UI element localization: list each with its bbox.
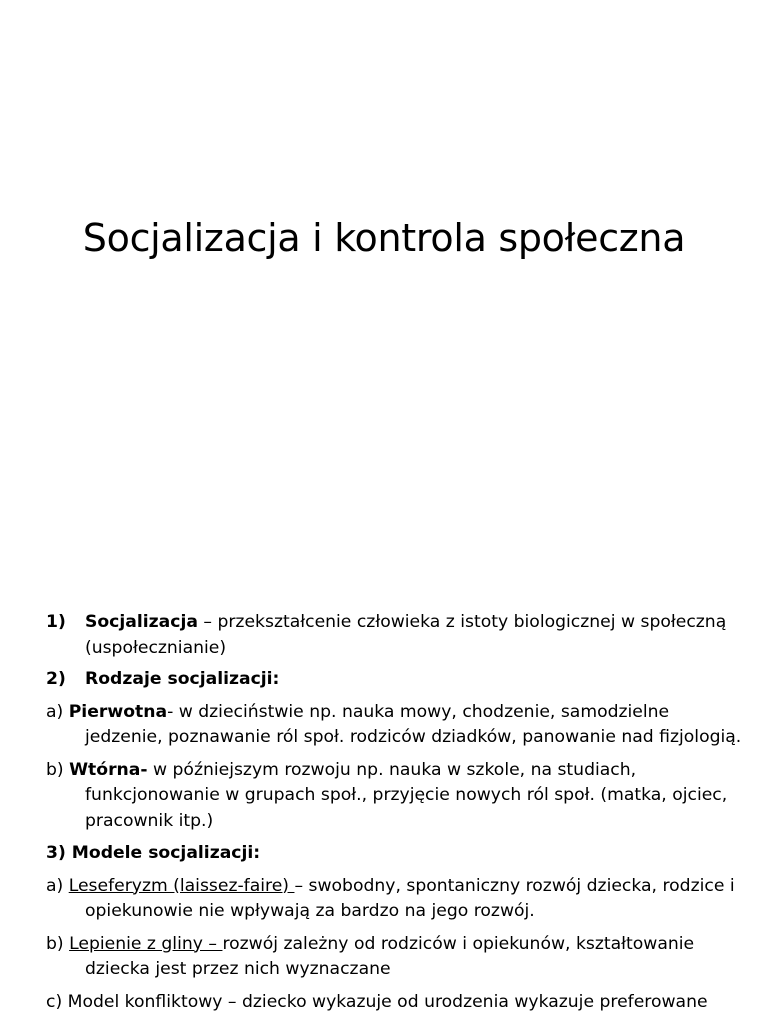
list-item-wtorna [46,758,746,835]
item-text: c) Model konfliktowy – dziecko wykazuje od urodzenia wykazuje preferowane [46,991,708,1012]
item-prefix: b) [46,933,70,954]
item-text: – swobodny, spontaniczny rozwój dziecka, rodzice i opiekunowie nie wpływają za bardzo na jego rozwój. [85,875,735,921]
list-number: 1) [46,612,66,632]
item-prefix: a) [46,875,69,896]
term-socjalizacja: Socjalizacja [85,612,198,632]
heading-text: Rodzaje socjalizacji: [85,669,280,689]
item-prefix: a) [46,701,69,722]
item-prefix: b) [46,759,70,780]
term-lepienie: Lepienie z gliny – [69,933,223,954]
section-heading-modele [46,841,746,867]
term-pierwotna: Pierwotna [68,701,168,722]
definition-socjalizacja [46,610,746,661]
list-item-pierwotna [46,700,746,751]
list-number: 2) [46,669,66,689]
definition-text: – przekształcenie człowieka z istoty biologicznej w społeczną (uspołecznianie) [85,612,727,658]
item-text: - w dzieciństwie np. nauka mowy, chodzenie, samodzielne jedzenie, poznawanie ról społ. rodziców dziadków, panowanie nad fizjologią. [85,701,742,747]
item-text: rozwój zależny od rodziców i opiekunów, kształtowanie dziecka jest przez nich wyznaczane [85,933,695,979]
item-text: w późniejszym rozwoju np. nauka w szkole, na studiach, funkcjonowanie w grupach społ., przyjęcie nowych ról społ. (matka, ojciec, pracownik itp.) [85,759,728,831]
list-item-leseferyzm [46,874,746,925]
term-wtorna: Wtórna- [69,759,148,780]
term-leseferyzm: Leseferyzm (laissez-faire) [68,875,295,896]
section-heading-rodzaje [46,667,746,693]
document-body [46,610,746,1022]
list-item-model-konfliktowy [46,990,746,1016]
document-title: Socjalizacja i kontrola społeczna [82,216,686,260]
list-item-lepienie [46,932,746,983]
heading-text: 3) Modele socjalizacji: [46,843,261,863]
